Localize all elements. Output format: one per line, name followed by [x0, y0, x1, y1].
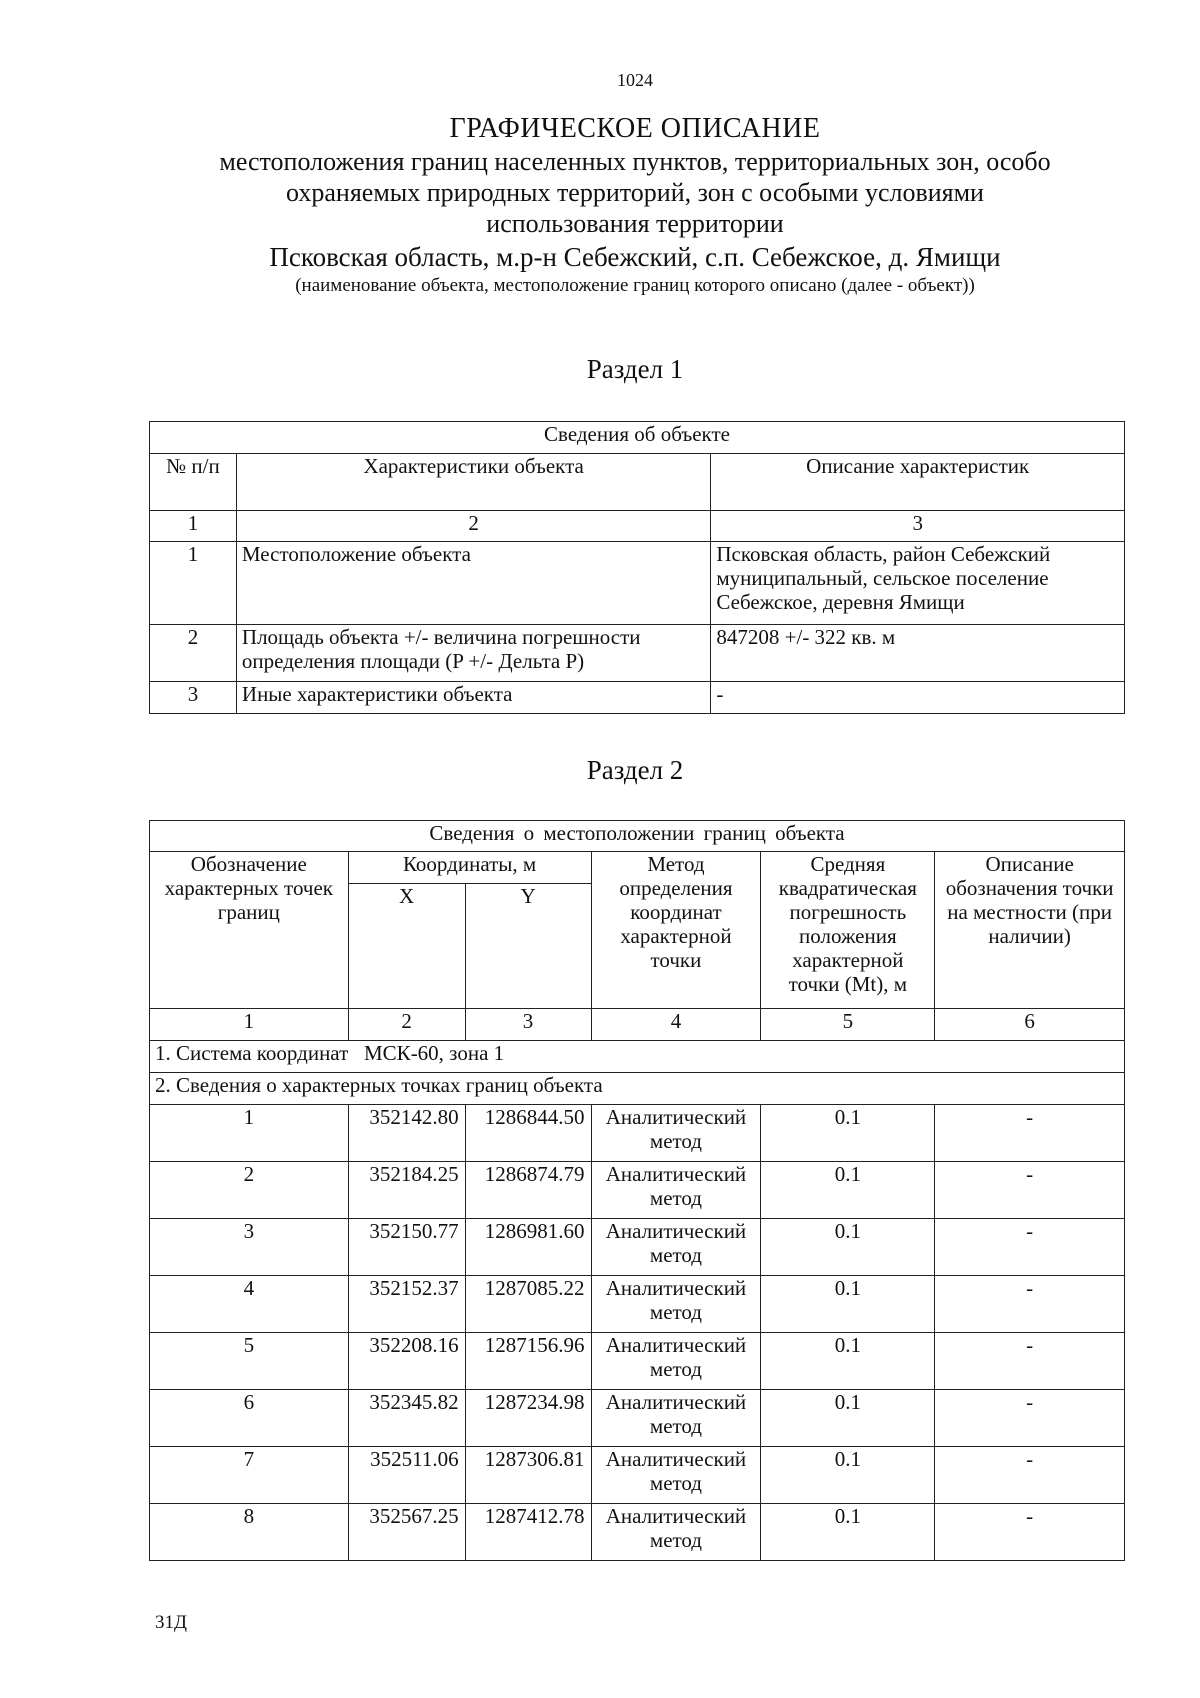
col-number: 1 — [150, 1009, 349, 1041]
point-id: 2 — [150, 1162, 349, 1219]
document-header — [140, 112, 1130, 298]
col-number: 3 — [711, 511, 1125, 542]
mt: 0.1 — [761, 1162, 935, 1219]
method: Аналитический метод — [591, 1333, 761, 1390]
table-row — [150, 1162, 1125, 1219]
method: Аналитический метод — [591, 1447, 761, 1504]
table-row — [150, 1105, 1125, 1162]
mt: 0.1 — [761, 1105, 935, 1162]
description: Псковская область, район Себежский муниципальный, сельское поселение Себежское, деревня Ямищи — [711, 542, 1125, 625]
method: Аналитический метод — [591, 1105, 761, 1162]
point-id: 3 — [150, 1219, 349, 1276]
table-row — [150, 1276, 1125, 1333]
boundary-points-table — [149, 820, 1125, 1561]
col-number: 5 — [761, 1009, 935, 1041]
mt: 0.1 — [761, 1504, 935, 1561]
page-number: 1024 — [617, 70, 653, 90]
page-footer-code: 31Д — [155, 1612, 187, 1633]
table-row — [150, 1447, 1125, 1504]
point-id: 7 — [150, 1447, 349, 1504]
description: 847208 +/- 322 кв. м — [711, 625, 1125, 682]
table-row — [150, 1390, 1125, 1447]
object-name: Псковская область, м.р-н Себежский, с.п. Себежское, д. Ямищи — [269, 242, 1001, 272]
col-number: 2 — [348, 1009, 465, 1041]
coord-y: 1287234.98 — [465, 1390, 591, 1447]
point-desc: - — [935, 1390, 1125, 1447]
point-id: 5 — [150, 1333, 349, 1390]
point-id: 4 — [150, 1276, 349, 1333]
col-number: 3 — [465, 1009, 591, 1041]
point-desc: - — [935, 1447, 1125, 1504]
table-row — [150, 542, 1125, 625]
coord-y: 1287156.96 — [465, 1333, 591, 1390]
col-number: 6 — [935, 1009, 1125, 1041]
method: Аналитический метод — [591, 1219, 761, 1276]
point-desc: - — [935, 1333, 1125, 1390]
coord-y: 1287306.81 — [465, 1447, 591, 1504]
document-subtitle-line-2: охраняемых природных территорий, зон с особыми условиями — [286, 178, 984, 207]
characteristic: Иные характеристики объекта — [236, 682, 710, 714]
boundary-table-title: Сведения о местоположении границ объекта — [150, 821, 1125, 852]
col-number: 2 — [236, 511, 710, 542]
section-1-title: Раздел 1 — [586, 354, 684, 384]
header-characteristic: Характеристики объекта — [236, 454, 710, 511]
coord-x: 352152.37 — [348, 1276, 465, 1333]
coord-x: 352511.06 — [348, 1447, 465, 1504]
point-desc: - — [935, 1219, 1125, 1276]
row-number: 2 — [150, 625, 237, 682]
mt: 0.1 — [761, 1333, 935, 1390]
object-info-table-title: Сведения об объекте — [150, 422, 1125, 454]
coord-y: 1286874.79 — [465, 1162, 591, 1219]
table-row — [150, 1219, 1125, 1276]
header-method: Метод определения координат характерной точки — [591, 852, 761, 1009]
coord-y: 1286981.60 — [465, 1219, 591, 1276]
method: Аналитический метод — [591, 1276, 761, 1333]
coord-x: 352208.16 — [348, 1333, 465, 1390]
point-id: 6 — [150, 1390, 349, 1447]
point-id: 1 — [150, 1105, 349, 1162]
object-info-table — [149, 421, 1125, 714]
header-y: Y — [465, 884, 591, 1009]
header-coordinates: Координаты, м — [348, 852, 591, 884]
header-x: X — [348, 884, 465, 1009]
mt: 0.1 — [761, 1219, 935, 1276]
mt: 0.1 — [761, 1447, 935, 1504]
characteristic: Местоположение объекта — [236, 542, 710, 625]
point-desc: - — [935, 1105, 1125, 1162]
characteristic: Площадь объекта +/- величина погрешности определения площади (P +/- Дельта P) — [236, 625, 710, 682]
method: Аналитический метод — [591, 1162, 761, 1219]
mt: 0.1 — [761, 1276, 935, 1333]
coord-y: 1287412.78 — [465, 1504, 591, 1561]
header-description: Описание характеристик — [711, 454, 1125, 511]
coord-x: 352184.25 — [348, 1162, 465, 1219]
method: Аналитический метод — [591, 1504, 761, 1561]
point-desc: - — [935, 1162, 1125, 1219]
table-row — [150, 1333, 1125, 1390]
header-row-number: № п/п — [150, 454, 237, 511]
coord-x: 352567.25 — [348, 1504, 465, 1561]
point-desc: - — [935, 1504, 1125, 1561]
header-error: Средняя квадратическая погрешность положения характерной точки (Mt), м — [761, 852, 935, 1009]
col-number: 4 — [591, 1009, 761, 1041]
point-id: 8 — [150, 1504, 349, 1561]
document-subtitle-line-3: использования территории — [486, 209, 784, 238]
coord-x: 352150.77 — [348, 1219, 465, 1276]
document-subtitle-line-1: местоположения границ населенных пунктов, территориальных зон, особо — [219, 147, 1051, 176]
row-number: 1 — [150, 542, 237, 625]
header-points: Обозначение характерных точек границ — [150, 852, 349, 1009]
coord-x: 352345.82 — [348, 1390, 465, 1447]
col-number: 1 — [150, 511, 237, 542]
table-row — [150, 682, 1125, 714]
section-2-title: Раздел 2 — [586, 755, 684, 785]
document-title: ГРАФИЧЕСКОЕ ОПИСАНИЕ — [449, 113, 821, 144]
header-point-description: Описание обозначения точки на местности (при наличии) — [935, 852, 1125, 1009]
table-row — [150, 625, 1125, 682]
object-caption: (наименование объекта, местоположение границ которого описано (далее - объект)) — [295, 275, 975, 296]
coordinate-system: 1. Система координат МСК-60, зона 1 — [150, 1041, 1125, 1073]
mt: 0.1 — [761, 1390, 935, 1447]
points-caption: 2. Сведения о характерных точках границ объекта — [150, 1073, 1125, 1105]
coord-y: 1287085.22 — [465, 1276, 591, 1333]
description: - — [711, 682, 1125, 714]
coord-y: 1286844.50 — [465, 1105, 591, 1162]
table-row — [150, 1504, 1125, 1561]
method: Аналитический метод — [591, 1390, 761, 1447]
coord-x: 352142.80 — [348, 1105, 465, 1162]
row-number: 3 — [150, 682, 237, 714]
point-desc: - — [935, 1276, 1125, 1333]
